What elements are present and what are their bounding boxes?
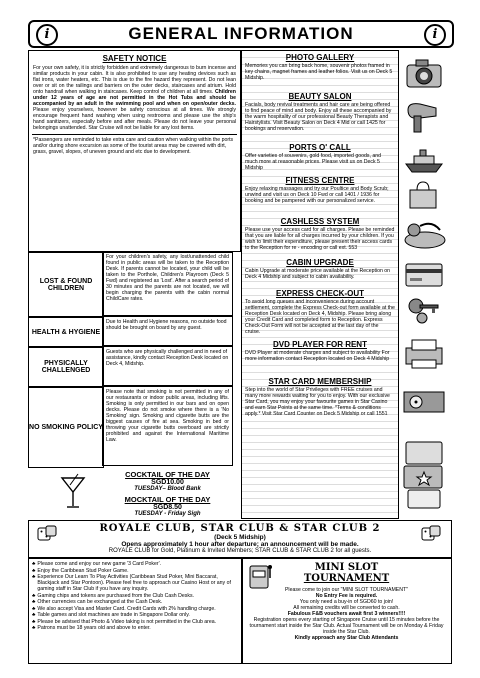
- club-bullet-icon: ♣: [32, 612, 36, 618]
- mocktail-sub: TUESDAY - Friday Sigh: [134, 511, 201, 517]
- club-bullet-icon: ♣: [32, 605, 36, 612]
- cocktail-sub: TUESDAY– Blood Bank: [134, 486, 201, 492]
- slot-line-7: Kindly approach any Star Club Attendants: [294, 635, 399, 641]
- club-title: ROYALE CLUB, STAR CLUB & STAR CLUB 2: [99, 523, 381, 534]
- beauty-salon-title: BEAUTY SALON: [288, 92, 352, 101]
- club-bullet-icon: ♣: [32, 567, 36, 574]
- club-bullet-icon: ♣: [32, 561, 36, 567]
- club-hours: Opens approximately 1 hour after departure; an announcement will be made.: [121, 541, 359, 548]
- cashless-text: Please use your access card for all charges. Please be reminded that you are liable for all charges incurred by your children. If you wish to limit their expenditure, please present their access cards to the Reception for re - encoding or call ext. 553: [245, 227, 395, 251]
- slot-title-1: MINI SLOT: [314, 562, 379, 573]
- club-header: [28, 520, 452, 558]
- club-rule-text: Gaming chips and tokens are purchased from the Club Cash Desks.: [37, 592, 194, 599]
- ship-icon: [404, 146, 444, 176]
- dvd-player-icon: [402, 386, 446, 416]
- slot-line-4: All remaining credits will be converted to cash.: [293, 605, 400, 611]
- printer-icon: [402, 338, 446, 370]
- beauty-salon-text: Facials, body revival treatments and hair care are being offered to find peace of mind and body. Enjoy all these accompanied by the warm hospitality of our professional Beauty Therapists and Hairstylists. Visit Beauty Salon on Deck 4 Mid or call 1425 for bookings and reservation.: [245, 102, 392, 132]
- safety-body-2: Please enjoy yourselves, however be safety conscious at all times. We strongly encourage frequent hand washing when using restrooms and please use the ship's hand sanitizers, especially before and after meals. Please do not leave your personal belongings unattended. Star Cruise will not be liable for any lost items.: [33, 107, 236, 131]
- ports-of-call-text: Offer varieties of souvenirs, gold food, imported goods, and much more at reasonable prices. Please visit us on Deck 5 Midship: [245, 153, 382, 171]
- slot-line-3: You only need a buy-in of SGD60 to join!: [299, 599, 394, 605]
- club-rule-text: Patrons must be 18 years old and above to enter.: [37, 625, 151, 631]
- cocktail-glass-icon: [58, 472, 88, 512]
- express-checkout-title: EXPRESS CHECK-OUT: [275, 289, 364, 298]
- dice-icon: [420, 524, 442, 544]
- club-rule-text: Experience Our Learn To Play Activities (Caribbean Stud Poker, Mini Baccarat, Blackjack and Star Pontoon). Please feel free to approach our Casino Host or any of gaming staff in Star Club if you have any inquiry.: [37, 574, 231, 592]
- cashless-title: CASHLESS SYSTEM: [280, 217, 360, 226]
- shopping-bag-icon: [406, 180, 440, 210]
- services-column: [241, 50, 399, 519]
- page-title: GENERAL INFORMATION: [128, 24, 354, 43]
- slot-line-5: Fabulous F&B vouchers await first 3 winners!!!!: [287, 611, 406, 617]
- club-rule-item: [32, 625, 239, 631]
- table-label-health: HEALTH & HYGIENE: [31, 328, 101, 336]
- safety-notice: [28, 50, 241, 252]
- club-rule-item: [32, 574, 239, 592]
- cocktail-section: [102, 470, 233, 517]
- safety-body: For your own safety, it is strictly forbidden and extremely dangerous to burn incense and similar products in your cabin. It is also prohibited to use any heating devices such as flat irons, water heaters, etc. This is due to the fire hazard they represent. Do not lean over or sit on the railings and barriers on the outer decks, staircases and atrium. Hold onto handrail when walking in staircases. Keep control of children at all times.: [33, 65, 236, 95]
- club-rules: [28, 558, 243, 664]
- slot-title-2: TOURNAMENT: [303, 573, 390, 584]
- photo-gallery-title: PHOTO GALLERY: [285, 53, 355, 62]
- info-icon: i: [424, 24, 446, 46]
- slot-line-1: Please come to join our "MINI SLOT TOURNAMENT": [284, 587, 409, 593]
- club-bullet-icon: ♣: [32, 625, 36, 631]
- slot-line-6: Registration opens every starting of Singapore Cruise until 15 minutes before the tournament start inside the Star Club. Actual Tournament will be on Monday & Friday inside the Star Club.: [249, 617, 444, 635]
- table-label-no-smoking: NO SMOKING POLICY: [29, 423, 103, 431]
- club-rule-item: [32, 599, 239, 605]
- club-bullet-icon: ♣: [32, 599, 36, 605]
- club-rule-text: Table games and slot machines are trade in Singapore Dollar only.: [37, 612, 190, 618]
- dvd-text: DVD Player at moderate charges and subject to availability For more information contact Reception located on Deck 4 Midship: [245, 350, 390, 362]
- club-rule-item: [32, 612, 239, 618]
- cabin-upgrade-text: Cabin Upgrade at moderate price available at the Reception on Deck 4 Midship and subject to cabin availability.: [245, 268, 391, 280]
- title-bar: [28, 20, 454, 48]
- club-rule-text: Please be advised that Photo & Video taking is not permitted in the Club area.: [37, 618, 217, 625]
- table-text-no-smoking: Please note that smoking is not permitted in any of our restaurants or indoor public areas, including lifts. Smoking is only permitted in our bars and on open decks. Please do not smoke where there is a 'No Smoking' sign. Smoking and cigarette butts are the biggest causes of fire at sea. Smoking in bed or throwing your cigarette butts overboard are strictly prohibited and against the International Maritime Law.: [102, 386, 233, 466]
- club-rule-item: [32, 606, 239, 612]
- club-rule-text: Other currencies can be exchanged at the Cash Desk.: [37, 599, 163, 605]
- star-card-icon: [402, 440, 446, 510]
- fitness-centre-title: FITNESS CENTRE: [285, 176, 355, 185]
- club-rule-item: [32, 568, 239, 574]
- club-rule-item: [32, 619, 239, 625]
- camera-icon: [404, 56, 444, 90]
- info-icon: i: [36, 24, 58, 46]
- fitness-centre-text: Enjoy relaxing massages and try our Poultice and Body Scrub; unwind and visit us on Deck 10 Fwd or call 1401 / 1936 for booking and be pampered with our personalized service.: [245, 186, 389, 204]
- hairdryer-icon: [404, 100, 444, 134]
- table-label-physically-challenged: PHYSICALLY CHALLENGED: [41, 360, 91, 374]
- club-rule-text: Enjoy the Caribbean Stud Poker Game.: [37, 567, 129, 574]
- mocktail-price: SGD8.50: [153, 504, 182, 511]
- safety-title: SAFETY NOTICE: [102, 54, 167, 63]
- table-text-physically-challenged: Guests who are physically challenged and in need of assistance, kindly contact Reception Desk located on Deck 4, Midship.: [102, 346, 233, 386]
- club-deck: (Deck 5 Midship): [214, 534, 266, 541]
- massage-icon: [402, 218, 448, 254]
- club-bullet-icon: ♣: [32, 618, 36, 625]
- cocktail-title: COCKTAIL OF THE DAY: [125, 470, 210, 479]
- safety-bold: Children under 12 years of age are not permitted in the Hot Tubs and should be accompanied by an adult in the swimming pool and when on open/outer decks.: [33, 89, 236, 107]
- slot-machine-icon: [248, 562, 274, 590]
- club-rule-item: [32, 593, 239, 599]
- ports-of-call-title: PORTS O' CALL: [289, 143, 351, 152]
- cabin-upgrade-title: CABIN UPGRADE: [286, 258, 354, 267]
- keys-icon: [406, 296, 442, 326]
- club-members: ROYALE CLUB for Gold, Platinum & Invited Members; STAR CLUB & STAR CLUB 2 for all guests.: [108, 548, 372, 554]
- dvd-title: DVD PLAYER FOR RENT: [273, 340, 367, 349]
- dice-icon: [36, 524, 58, 544]
- star-card-text: Step into the world of Star Privileges with FREE cruises and many more rewards waiting for you to enjoy. With our exclusive Star Card, you may enjoy your favourite games in Star Casino and earn Star Points at the same time. *Terms & conditions apply.* Visit Star Card Counter on Deck 5 Midship or call 1551: [245, 387, 390, 417]
- cocktail-price: SGD10.00: [151, 479, 184, 486]
- slot-line-2: No Entry Fee is required.: [315, 593, 378, 599]
- credit-card-icon: [404, 262, 444, 288]
- club-bullet-icon: ♣: [32, 574, 36, 580]
- club-bullet-icon: ♣: [32, 592, 36, 599]
- table-text-lost-found: For your children's safety, any lost/unattended child found in public areas will be taken to the Reception Desk. If parents cannot be located, your child will be taken to the Porthole, Children's Playroom (Deck 5 Fwd) and registered as 'Lost'. After a search period of 30 minutes and the parents are not located, we will begin charging the parents with the cabin normal ChildCare rates.: [102, 252, 233, 316]
- mocktail-title: MOCKTAIL OF THE DAY: [124, 495, 211, 504]
- club-rule-item: [32, 561, 239, 567]
- express-checkout-text: To avoid long queues and inconvenience during account settlement, complete the Express Check-out form available at the Reception Desk located on Deck 4, Midship. Please bring along your Credit Card and completed form to Reception. Express Check-Out Form will not be accepted at the last day of the cruise.: [245, 299, 395, 335]
- club-rule-text: Please come and enjoy our new game '3 Card Poker'.: [37, 561, 162, 567]
- photo-gallery-text: Memories you can bring back home, souvenir photos framed in key chains, magnet frames and leather folios. Visit us on Deck 5 Midship.: [245, 63, 393, 81]
- star-card-title: STAR CARD MEMBERSHIP: [268, 377, 372, 386]
- safety-note: *Passengers are reminded to take extra care and caution when walking within the ports and/or during shore excursion as some of the tourist areas may be covered with dirt, grass, gravel, slopes, of uneven ground and etc due to development.: [33, 137, 234, 155]
- table-text-health: Due to Health and Hygiene reasons, no outside food should be brought on board by any guest.: [102, 316, 233, 346]
- club-rule-text: We also accept Visa and Master Card. Credit Cards with 2% handling charge.: [37, 605, 216, 612]
- table-label-lost-found: LOST & FOUND CHILDREN: [39, 278, 93, 292]
